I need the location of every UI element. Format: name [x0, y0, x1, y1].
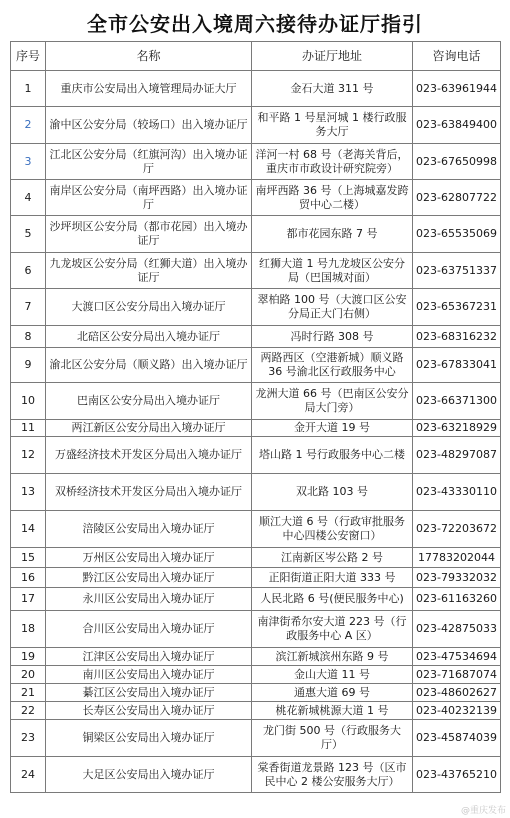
table-row — [11, 216, 501, 253]
office-address: 江南新区岑公路 2 号 — [252, 548, 413, 568]
row-number: 18 — [11, 611, 46, 648]
table-row — [11, 588, 501, 611]
office-address: 棠香街道龙景路 123 号（区市民中心 2 楼公安服务大厅） — [252, 757, 413, 793]
office-address: 南津街希尔安大道 223 号（行政服务中心 A 区） — [252, 611, 413, 648]
office-name: 万盛经济技术开发区分局出入境办证厅 — [46, 437, 252, 474]
row-number: 21 — [11, 684, 46, 702]
office-phone: 023-62807722 — [413, 180, 501, 216]
office-name: 南川区公安局出入境办证厅 — [46, 666, 252, 684]
office-name: 黔江区公安局出入境办证厅 — [46, 568, 252, 588]
table-row — [11, 326, 501, 348]
office-name: 北碚区公安分局出入境办证厅 — [46, 326, 252, 348]
office-name: 江北区公安分局（红旗河沟）出入境办证厅 — [46, 144, 252, 180]
office-phone: 023-63961944 — [413, 71, 501, 107]
office-phone: 023-42875033 — [413, 611, 501, 648]
row-number: 1 — [11, 71, 46, 107]
row-number: 8 — [11, 326, 46, 348]
office-address: 红狮大道 1 号九龙坡区公安分局（巴国城对面） — [252, 253, 413, 289]
table-row — [11, 548, 501, 568]
row-number: 9 — [11, 348, 46, 383]
table-row — [11, 720, 501, 757]
office-phone: 17783202044 — [413, 548, 501, 568]
row-number: 23 — [11, 720, 46, 757]
office-phone: 023-65535069 — [413, 216, 501, 253]
office-address: 翠柏路 100 号（大渡口区公安分局正大门右侧） — [252, 289, 413, 326]
office-phone: 023-61163260 — [413, 588, 501, 611]
office-phone: 023-48297087 — [413, 437, 501, 474]
office-phone: 023-72203672 — [413, 511, 501, 548]
table-row — [11, 611, 501, 648]
row-number: 20 — [11, 666, 46, 684]
office-address: 龙门街 500 号（行政服务大厅） — [252, 720, 413, 757]
office-name: 江津区公安局出入境办证厅 — [46, 648, 252, 666]
row-number: 10 — [11, 383, 46, 420]
page-title: 全市公安出入境周六接待办证厅指引 — [87, 12, 423, 36]
office-address: 塔山路 1 号行政服务中心二楼 — [252, 437, 413, 474]
office-name: 綦江区公安局出入境办证厅 — [46, 684, 252, 702]
office-name: 涪陵区公安局出入境办证厅 — [46, 511, 252, 548]
office-phone: 023-66371300 — [413, 383, 501, 420]
header-address: 办证厅地址 — [252, 42, 413, 71]
office-address: 冯时行路 308 号 — [252, 326, 413, 348]
table-row — [11, 648, 501, 666]
office-phone: 023-48602627 — [413, 684, 501, 702]
table-row — [11, 144, 501, 180]
row-number: 3 — [11, 144, 46, 180]
office-phone: 023-71687074 — [413, 666, 501, 684]
table-row — [11, 666, 501, 684]
table-row — [11, 107, 501, 144]
row-number: 16 — [11, 568, 46, 588]
office-name: 万州区公安局出入境办证厅 — [46, 548, 252, 568]
table-row — [11, 253, 501, 289]
office-phone: 023-68316232 — [413, 326, 501, 348]
office-name: 巴南区公安分局出入境办证厅 — [46, 383, 252, 420]
office-phone: 023-43330110 — [413, 474, 501, 511]
office-phone: 023-47534694 — [413, 648, 501, 666]
office-phone: 023-63751337 — [413, 253, 501, 289]
office-phone: 023-67650998 — [413, 144, 501, 180]
office-address: 金开大道 19 号 — [252, 420, 413, 437]
table-row — [11, 474, 501, 511]
office-directory-table — [10, 41, 501, 793]
office-name: 重庆市公安局出入境管理局办证大厅 — [46, 71, 252, 107]
table-row — [11, 437, 501, 474]
office-phone: 023-43765210 — [413, 757, 501, 793]
office-name: 长寿区公安局出入境办证厅 — [46, 702, 252, 720]
table-row — [11, 757, 501, 793]
table-row — [11, 348, 501, 383]
office-name: 大足区公安局出入境办证厅 — [46, 757, 252, 793]
row-number: 6 — [11, 253, 46, 289]
office-name: 沙坪坝区公安分局（都市花园）出入境办证厅 — [46, 216, 252, 253]
row-number: 7 — [11, 289, 46, 326]
office-name: 渝北区公安分局（顺义路）出入境办证厅 — [46, 348, 252, 383]
office-name: 两江新区公安分局出入境办证厅 — [46, 420, 252, 437]
office-address: 龙洲大道 66 号（巴南区公安分局大门旁） — [252, 383, 413, 420]
office-address: 双北路 103 号 — [252, 474, 413, 511]
office-name: 铜梁区公安局出入境办证厅 — [46, 720, 252, 757]
office-phone: 023-40232139 — [413, 702, 501, 720]
office-phone: 023-67833041 — [413, 348, 501, 383]
office-address: 正阳街道正阳大道 333 号 — [252, 568, 413, 588]
office-address: 洋河一村 68 号（老海关背后，重庆市市政设计研究院旁） — [252, 144, 413, 180]
row-number: 17 — [11, 588, 46, 611]
row-number: 15 — [11, 548, 46, 568]
row-number: 2 — [11, 107, 46, 144]
office-address: 桃花新城桃源大道 1 号 — [252, 702, 413, 720]
office-address: 人民北路 6 号(便民服务中心) — [252, 588, 413, 611]
row-number: 24 — [11, 757, 46, 793]
office-address: 通惠大道 69 号 — [252, 684, 413, 702]
table-row — [11, 568, 501, 588]
row-number: 5 — [11, 216, 46, 253]
office-name: 永川区公安局出入境办证厅 — [46, 588, 252, 611]
office-phone: 023-63218929 — [413, 420, 501, 437]
table-row — [11, 289, 501, 326]
office-address: 和平路 1 号星河城 1 楼行政服务大厅 — [252, 107, 413, 144]
office-name: 大渡口区公安分局出入境办证厅 — [46, 289, 252, 326]
row-number: 11 — [11, 420, 46, 437]
table-row — [11, 684, 501, 702]
office-phone: 023-79332032 — [413, 568, 501, 588]
office-name: 合川区公安局出入境办证厅 — [46, 611, 252, 648]
table-row — [11, 180, 501, 216]
row-number: 19 — [11, 648, 46, 666]
office-address: 两路西区（空港新城）顺义路 36 号渝北区行政服务中心 — [252, 348, 413, 383]
office-address: 都市花园东路 7 号 — [252, 216, 413, 253]
table-header-row — [11, 42, 501, 71]
office-phone: 023-63849400 — [413, 107, 501, 144]
office-phone: 023-45874039 — [413, 720, 501, 757]
table-row — [11, 420, 501, 437]
table-row — [11, 71, 501, 107]
office-address: 金石大道 311 号 — [252, 71, 413, 107]
row-number: 14 — [11, 511, 46, 548]
table-row — [11, 702, 501, 720]
row-number: 22 — [11, 702, 46, 720]
office-name: 九龙坡区公安分局（红狮大道）出入境办证厅 — [46, 253, 252, 289]
office-name: 南岸区公安分局（南坪西路）出入境办证厅 — [46, 180, 252, 216]
office-name: 渝中区公安分局（较场口）出入境办证厅 — [46, 107, 252, 144]
office-address: 金山大道 11 号 — [252, 666, 413, 684]
office-address: 滨江新城滨州东路 9 号 — [252, 648, 413, 666]
office-phone: 023-65367231 — [413, 289, 501, 326]
office-name: 双桥经济技术开发区分局出入境办证厅 — [46, 474, 252, 511]
office-address: 南坪西路 36 号（上海城嘉发跨贸中心二楼） — [252, 180, 413, 216]
header-name: 名称 — [46, 42, 252, 71]
row-number: 4 — [11, 180, 46, 216]
table-row — [11, 511, 501, 548]
watermark: @重庆发布 — [460, 806, 506, 816]
row-number: 12 — [11, 437, 46, 474]
office-address: 顺江大道 6 号（行政审批服务中心四楼公安窗口） — [252, 511, 413, 548]
table-row — [11, 383, 501, 420]
header-no: 序号 — [11, 42, 46, 71]
table-body — [11, 71, 501, 793]
row-number: 13 — [11, 474, 46, 511]
header-phone: 咨询电话 — [413, 42, 501, 71]
